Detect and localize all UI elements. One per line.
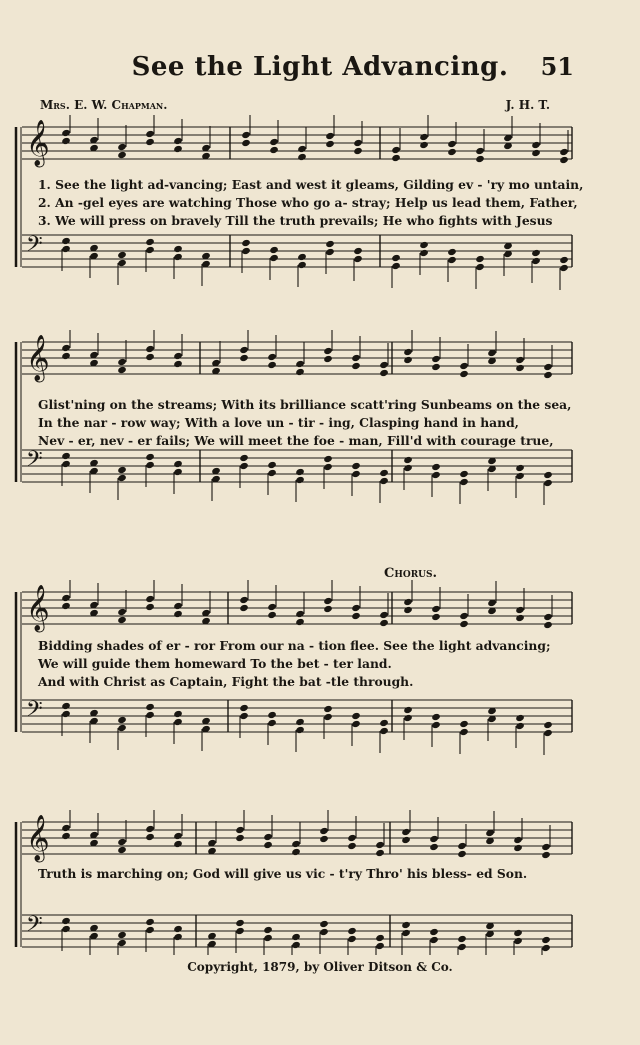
note-head bbox=[319, 827, 329, 835]
note-head bbox=[347, 935, 357, 943]
note-group bbox=[61, 452, 553, 505]
note-head bbox=[263, 926, 273, 934]
note-head bbox=[325, 240, 335, 248]
note-head bbox=[297, 153, 307, 161]
note-head bbox=[295, 610, 305, 618]
note-head bbox=[61, 460, 71, 468]
note-head bbox=[459, 612, 469, 620]
note-head bbox=[291, 941, 301, 949]
note-head bbox=[61, 832, 71, 840]
note-head bbox=[391, 154, 401, 162]
note-head bbox=[375, 841, 385, 849]
note-head bbox=[267, 461, 277, 469]
note-head bbox=[173, 360, 183, 368]
note-head bbox=[295, 468, 305, 476]
note-head bbox=[379, 369, 389, 377]
note-head bbox=[145, 453, 155, 461]
note-head bbox=[447, 256, 457, 264]
note-head bbox=[61, 129, 71, 137]
note-head bbox=[267, 719, 277, 727]
note-head bbox=[267, 603, 277, 611]
note-head bbox=[319, 920, 329, 928]
note-head bbox=[61, 602, 71, 610]
note-head bbox=[457, 935, 467, 943]
note-head bbox=[117, 724, 127, 732]
note-head bbox=[173, 245, 183, 253]
note-head bbox=[541, 944, 551, 952]
note-head bbox=[401, 828, 411, 836]
note-head bbox=[61, 710, 71, 718]
bass-staff bbox=[22, 697, 572, 732]
note-head bbox=[117, 259, 127, 267]
note-head bbox=[145, 603, 155, 611]
note-group bbox=[61, 115, 569, 164]
note-head bbox=[145, 711, 155, 719]
note-head bbox=[475, 263, 485, 271]
note-head bbox=[513, 929, 523, 937]
note-head bbox=[351, 470, 361, 478]
note-head bbox=[353, 247, 363, 255]
note-head bbox=[241, 131, 251, 139]
note-head bbox=[513, 844, 523, 852]
note-head bbox=[61, 137, 71, 145]
note-head bbox=[429, 835, 439, 843]
note-group bbox=[61, 237, 569, 290]
note-head bbox=[379, 727, 389, 735]
note-head bbox=[391, 254, 401, 262]
note-head bbox=[515, 606, 525, 614]
note-head bbox=[241, 247, 251, 255]
lyric-line: Glist'ning on the streams; With its brilliance scatt'ring Sunbeams on the sea, bbox=[38, 397, 572, 412]
note-head bbox=[515, 464, 525, 472]
note-head bbox=[431, 605, 441, 613]
note-head bbox=[559, 256, 569, 264]
note-head bbox=[431, 713, 441, 721]
note-head bbox=[541, 851, 551, 859]
note-head bbox=[61, 594, 71, 602]
note-head bbox=[379, 719, 389, 727]
treble-clef-icon: 𝄞 bbox=[26, 815, 50, 861]
treble-staff bbox=[22, 585, 572, 633]
note-head bbox=[267, 611, 277, 619]
note-head bbox=[241, 239, 251, 247]
note-head bbox=[531, 257, 541, 265]
note-head bbox=[323, 705, 333, 713]
note-head bbox=[269, 146, 279, 154]
note-head bbox=[379, 611, 389, 619]
note-head bbox=[263, 934, 273, 942]
note-head bbox=[239, 454, 249, 462]
note-head bbox=[117, 151, 127, 159]
note-head bbox=[269, 138, 279, 146]
note-head bbox=[543, 363, 553, 371]
treble-clef-icon: 𝄞 bbox=[26, 120, 50, 166]
note-head bbox=[297, 145, 307, 153]
note-head bbox=[269, 246, 279, 254]
note-head bbox=[401, 921, 411, 929]
treble-clef-icon: 𝄞 bbox=[26, 585, 50, 631]
bass-clef-icon: 𝄢 bbox=[26, 447, 43, 477]
note-head bbox=[459, 720, 469, 728]
note-head bbox=[173, 610, 183, 618]
note-head bbox=[235, 927, 245, 935]
note-head bbox=[323, 597, 333, 605]
note-head bbox=[391, 262, 401, 270]
bass-clef-icon: 𝄢 bbox=[26, 912, 43, 942]
note-head bbox=[401, 836, 411, 844]
note-head bbox=[295, 368, 305, 376]
note-head bbox=[475, 255, 485, 263]
lyric-line: In the nar - row way; With a love un - tir - ing, Clasping hand in hand, bbox=[38, 415, 519, 430]
note-head bbox=[515, 356, 525, 364]
note-head bbox=[263, 841, 273, 849]
lyric-line: 3. We will press on bravely Till the truth prevails; He who fights with Jesus bbox=[38, 213, 553, 228]
lyric-line: 1. See the light ad-vancing; East and west it gleams, Gilding ev - 'ry mo untain, bbox=[38, 177, 584, 192]
note-head bbox=[351, 354, 361, 362]
note-head bbox=[145, 238, 155, 246]
note-head bbox=[325, 140, 335, 148]
note-head bbox=[295, 618, 305, 626]
note-head bbox=[117, 251, 127, 259]
note-head bbox=[117, 838, 127, 846]
note-head bbox=[403, 456, 413, 464]
lyric-line: Bidding shades of er - ror From our na - tion flee. See the light advancing; bbox=[38, 638, 551, 653]
note-head bbox=[429, 936, 439, 944]
note-head bbox=[403, 356, 413, 364]
note-head bbox=[323, 713, 333, 721]
note-head bbox=[145, 353, 155, 361]
note-head bbox=[235, 834, 245, 842]
note-head bbox=[145, 703, 155, 711]
note-head bbox=[319, 835, 329, 843]
note-head bbox=[403, 714, 413, 722]
note-head bbox=[375, 942, 385, 950]
note-head bbox=[431, 471, 441, 479]
note-head bbox=[379, 469, 389, 477]
bass-staff bbox=[22, 447, 572, 482]
note-head bbox=[61, 702, 71, 710]
composer-credit: J. H. T. bbox=[505, 98, 550, 112]
note-head bbox=[117, 143, 127, 151]
note-head bbox=[351, 604, 361, 612]
note-head bbox=[515, 364, 525, 372]
note-head bbox=[173, 718, 183, 726]
note-head bbox=[543, 613, 553, 621]
note-head bbox=[515, 714, 525, 722]
note-head bbox=[239, 596, 249, 604]
note-head bbox=[353, 147, 363, 155]
note-head bbox=[459, 370, 469, 378]
note-head bbox=[267, 353, 277, 361]
note-head bbox=[61, 925, 71, 933]
note-head bbox=[459, 620, 469, 628]
note-head bbox=[475, 155, 485, 163]
note-head bbox=[447, 140, 457, 148]
note-head bbox=[173, 137, 183, 145]
note-head bbox=[117, 846, 127, 854]
note-head bbox=[401, 929, 411, 937]
note-head bbox=[419, 141, 429, 149]
note-head bbox=[117, 358, 127, 366]
lyric-line: Truth is marching on; God will give us vic - t'ry Thro' his bless- ed Son. bbox=[38, 866, 528, 881]
note-head bbox=[351, 362, 361, 370]
note-head bbox=[541, 936, 551, 944]
note-head bbox=[543, 621, 553, 629]
note-head bbox=[145, 825, 155, 833]
lyric-line: Nev - er, nev - er fails; We will meet the foe - man, Fill'd with courage true, bbox=[38, 433, 554, 448]
note-head bbox=[379, 619, 389, 627]
note-head bbox=[295, 476, 305, 484]
note-head bbox=[145, 595, 155, 603]
note-head bbox=[457, 850, 467, 858]
note-head bbox=[267, 711, 277, 719]
note-head bbox=[531, 141, 541, 149]
note-head bbox=[173, 925, 183, 933]
note-head bbox=[173, 602, 183, 610]
note-head bbox=[513, 836, 523, 844]
page-number: 51 bbox=[540, 52, 574, 81]
note-head bbox=[403, 706, 413, 714]
treble-staff bbox=[22, 120, 572, 168]
note-head bbox=[431, 721, 441, 729]
note-head bbox=[145, 926, 155, 934]
note-head bbox=[145, 138, 155, 146]
note-head bbox=[267, 469, 277, 477]
note-head bbox=[323, 347, 333, 355]
bass-staff bbox=[22, 232, 572, 267]
note-head bbox=[173, 253, 183, 261]
note-head bbox=[379, 477, 389, 485]
note-head bbox=[515, 614, 525, 622]
note-head bbox=[117, 939, 127, 947]
note-head bbox=[375, 934, 385, 942]
note-head bbox=[513, 937, 523, 945]
note-head bbox=[323, 463, 333, 471]
note-head bbox=[353, 255, 363, 263]
note-head bbox=[429, 928, 439, 936]
note-head bbox=[459, 362, 469, 370]
note-head bbox=[347, 842, 357, 850]
note-head bbox=[173, 460, 183, 468]
note-head bbox=[419, 133, 429, 141]
note-head bbox=[241, 139, 251, 147]
note-head bbox=[531, 249, 541, 257]
hymn-title: See the Light Advancing. bbox=[131, 52, 509, 82]
note-head bbox=[543, 479, 553, 487]
note-head bbox=[239, 354, 249, 362]
note-head bbox=[419, 241, 429, 249]
note-head bbox=[295, 726, 305, 734]
note-head bbox=[235, 826, 245, 834]
treble-staff bbox=[22, 335, 572, 383]
note-head bbox=[325, 248, 335, 256]
note-head bbox=[459, 470, 469, 478]
note-head bbox=[323, 605, 333, 613]
note-head bbox=[559, 156, 569, 164]
bass-clef-icon: 𝄢 bbox=[26, 697, 43, 727]
note-head bbox=[431, 355, 441, 363]
note-head bbox=[403, 348, 413, 356]
lyricist-credit: Mrs. E. W. Chapman. bbox=[40, 98, 168, 112]
note-head bbox=[559, 264, 569, 272]
note-head bbox=[543, 729, 553, 737]
note-head bbox=[145, 918, 155, 926]
note-head bbox=[459, 728, 469, 736]
chorus-label: Chorus. bbox=[384, 566, 438, 581]
note-head bbox=[117, 366, 127, 374]
note-head bbox=[145, 833, 155, 841]
note-head bbox=[391, 146, 401, 154]
note-head bbox=[559, 148, 569, 156]
note-group bbox=[61, 580, 553, 629]
note-head bbox=[297, 253, 307, 261]
note-head bbox=[431, 363, 441, 371]
note-head bbox=[291, 933, 301, 941]
note-head bbox=[541, 843, 551, 851]
note-head bbox=[235, 919, 245, 927]
note-head bbox=[543, 721, 553, 729]
note-head bbox=[515, 472, 525, 480]
note-head bbox=[117, 716, 127, 724]
note-head bbox=[173, 468, 183, 476]
note-head bbox=[351, 612, 361, 620]
note-head bbox=[145, 130, 155, 138]
note-head bbox=[239, 704, 249, 712]
note-head bbox=[61, 352, 71, 360]
note-head bbox=[295, 718, 305, 726]
note-head bbox=[431, 613, 441, 621]
note-head bbox=[323, 455, 333, 463]
note-head bbox=[61, 237, 71, 245]
note-head bbox=[325, 132, 335, 140]
music-system-4 bbox=[0, 810, 640, 955]
note-head bbox=[323, 355, 333, 363]
note-head bbox=[61, 245, 71, 253]
note-head bbox=[447, 248, 457, 256]
note-head bbox=[379, 361, 389, 369]
note-head bbox=[117, 931, 127, 939]
lyric-line: And with Christ as Captain, Fight the bat -tle through. bbox=[38, 674, 414, 689]
note-head bbox=[239, 604, 249, 612]
note-head bbox=[431, 463, 441, 471]
note-head bbox=[239, 712, 249, 720]
note-head bbox=[351, 462, 361, 470]
note-head bbox=[543, 471, 553, 479]
note-head bbox=[403, 598, 413, 606]
note-head bbox=[173, 832, 183, 840]
note-group bbox=[61, 702, 553, 755]
note-head bbox=[515, 722, 525, 730]
note-head bbox=[61, 824, 71, 832]
note-group bbox=[61, 810, 551, 859]
note-head bbox=[459, 478, 469, 486]
note-head bbox=[173, 145, 183, 153]
note-head bbox=[403, 464, 413, 472]
note-head bbox=[375, 849, 385, 857]
note-head bbox=[239, 462, 249, 470]
note-head bbox=[347, 927, 357, 935]
note-head bbox=[419, 249, 429, 257]
note-head bbox=[295, 360, 305, 368]
treble-clef-icon: 𝄞 bbox=[26, 335, 50, 381]
note-head bbox=[263, 833, 273, 841]
bass-clef-icon: 𝄢 bbox=[26, 232, 43, 262]
note-head bbox=[347, 834, 357, 842]
note-head bbox=[117, 616, 127, 624]
note-head bbox=[543, 371, 553, 379]
bass-staff bbox=[22, 912, 572, 947]
note-head bbox=[173, 352, 183, 360]
note-head bbox=[319, 928, 329, 936]
note-head bbox=[269, 254, 279, 262]
note-head bbox=[531, 149, 541, 157]
note-head bbox=[145, 246, 155, 254]
lyric-line: 2. An -gel eyes are watching Those who go a- stray; Help us lead them, Father, bbox=[38, 195, 578, 210]
note-head bbox=[117, 466, 127, 474]
lyric-line: We will guide them homeward To the bet - ter land. bbox=[38, 656, 392, 671]
note-head bbox=[173, 710, 183, 718]
note-head bbox=[475, 147, 485, 155]
note-head bbox=[239, 346, 249, 354]
copyright-notice: Copyright, 1879, by Oliver Ditson & Co. bbox=[187, 960, 453, 974]
note-head bbox=[447, 148, 457, 156]
note-head bbox=[117, 608, 127, 616]
note-head bbox=[61, 917, 71, 925]
note-head bbox=[291, 848, 301, 856]
note-head bbox=[267, 361, 277, 369]
note-head bbox=[297, 261, 307, 269]
note-head bbox=[61, 452, 71, 460]
note-head bbox=[351, 720, 361, 728]
note-head bbox=[145, 345, 155, 353]
note-head bbox=[457, 943, 467, 951]
note-group bbox=[61, 330, 553, 379]
note-head bbox=[429, 843, 439, 851]
note-head bbox=[291, 840, 301, 848]
note-head bbox=[353, 139, 363, 147]
note-head bbox=[351, 712, 361, 720]
note-head bbox=[61, 344, 71, 352]
note-head bbox=[403, 606, 413, 614]
note-head bbox=[457, 842, 467, 850]
note-head bbox=[145, 461, 155, 469]
music-system-3 bbox=[0, 580, 640, 765]
note-head bbox=[117, 474, 127, 482]
note-head bbox=[173, 933, 183, 941]
note-head bbox=[173, 840, 183, 848]
